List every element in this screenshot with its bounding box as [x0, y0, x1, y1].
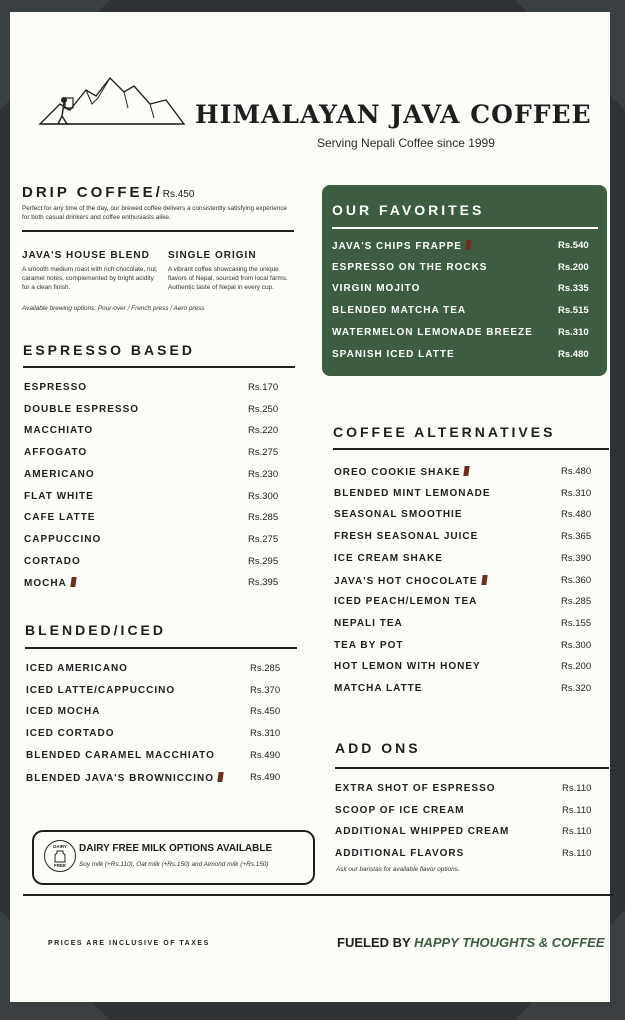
addons-item-price: Rs.110: [562, 826, 592, 838]
milk-carton-icon: [54, 850, 66, 863]
divider: [23, 366, 295, 368]
blended-item-name: [26, 706, 100, 717]
espresso-item-price: Rs.295: [248, 555, 279, 567]
divider: [333, 448, 609, 450]
blended-item-name: [26, 663, 128, 674]
blended-section-title: BLENDED/ICED: [25, 622, 167, 638]
item-label: SEASONAL SMOOTHIE: [334, 509, 463, 521]
espresso-item-price: Rs.230: [248, 468, 279, 480]
alternatives-item-name: [334, 509, 463, 520]
item-label: ICE CREAM SHAKE: [334, 552, 443, 564]
alternatives-item-name: [334, 466, 469, 478]
alternatives-item-name: [334, 553, 443, 564]
item-label: FRESH SEASONAL JUICE: [334, 531, 479, 543]
blended-item-name: [26, 772, 223, 784]
menu-page: [10, 12, 610, 1002]
alternatives-item-price: Rs.390: [561, 552, 592, 564]
alternatives-item-name: [334, 488, 491, 499]
favorites-item-price: Rs.515: [558, 305, 589, 317]
favorites-title: OUR FAVORITES: [332, 202, 485, 218]
item-label: MATCHA LATTE: [334, 683, 423, 694]
item-label: VIRGIN MOJITO: [332, 283, 421, 295]
dairy-free-box: [32, 830, 315, 885]
item-label: BLENDED JAVA'S BROWNICCINO: [26, 772, 215, 784]
item-label: TEA BY POT: [334, 639, 404, 651]
blended-item-name: [26, 750, 215, 761]
blended-item-price: Rs.450: [250, 706, 281, 718]
item-label: ICED CORTADO: [26, 728, 115, 740]
item-label: CAPPUCCINO: [24, 533, 102, 545]
item-label: ICED LATTE/CAPPUCCINO: [26, 684, 176, 696]
item-label: EXTRA SHOT OF ESPRESSO: [335, 783, 496, 794]
item-label: FLAT WHITE: [24, 490, 94, 502]
alternatives-item-price: Rs.300: [561, 639, 592, 651]
drip-coffee-title: DRIP COFFEE/: [22, 184, 163, 201]
house-blend-description: A smooth medium roast with rich chocolate, nut, caramel notes, complemented by bright acidity for a clean finish.: [22, 266, 158, 291]
espresso-item-name: [24, 556, 81, 567]
alternatives-item-price: Rs.480: [561, 509, 592, 521]
drip-coffee-heading: [22, 184, 194, 202]
espresso-item-name: [24, 512, 95, 523]
espresso-section-title: ESPRESSO BASED: [23, 342, 195, 358]
badge-bottom-text: FREE: [53, 863, 66, 868]
favorites-item-name: [332, 283, 420, 294]
brewing-options: Available brewing options: Pour-over / French press / Aero press: [22, 305, 205, 312]
espresso-item-price: Rs.285: [248, 512, 279, 524]
alternatives-section-title: COFFEE ALTERNATIVES: [333, 424, 556, 440]
espresso-item-name: [24, 469, 95, 480]
alternatives-item-price: Rs.155: [561, 617, 592, 629]
item-label: ADDITIONAL FLAVORS: [335, 848, 465, 860]
chocolate-icon: [465, 240, 471, 250]
favorites-item-name: [332, 240, 471, 252]
alternatives-item-name: [334, 531, 478, 542]
item-label: BLENDED MINT LEMONADE: [334, 487, 491, 499]
item-label: JAVA'S HOT CHOCOLATE: [334, 575, 478, 587]
item-label: ESPRESSO ON THE ROCKS: [332, 261, 488, 273]
espresso-item-name: [24, 382, 87, 393]
drip-coffee-description: Perfect for any time of the day, our brewed coffee delivers a consistently satisfying experience for both casual drinkers and coffee enthusiasts alike.: [22, 205, 288, 221]
addons-item-name: [335, 826, 509, 837]
item-label: SPANISH ICED LATTE: [332, 348, 455, 360]
slogan-part-a: FUELED BY: [337, 935, 415, 950]
favorites-item-price: Rs.200: [558, 261, 589, 273]
espresso-item-price: Rs.250: [248, 403, 279, 415]
item-label: ICED PEACH/LEMON TEA: [334, 596, 478, 608]
favorites-item-name: [332, 262, 487, 273]
house-blend-name: JAVA'S HOUSE BLEND: [22, 250, 150, 261]
espresso-item-name: [24, 491, 94, 502]
item-label: ICED MOCHA: [26, 706, 101, 718]
alternatives-item-name: [334, 640, 403, 651]
item-label: JAVA'S CHIPS FRAPPE: [332, 241, 462, 252]
item-label: OREO COOKIE SHAKE: [334, 467, 461, 478]
divider: [332, 227, 598, 229]
favorites-item-price: Rs.335: [558, 283, 589, 295]
divider: [335, 767, 609, 769]
alternatives-item-price: Rs.310: [561, 487, 592, 499]
alternatives-item-price: Rs.365: [561, 531, 592, 543]
item-label: AMERICANO: [24, 468, 95, 480]
favorites-item-name: [332, 327, 533, 338]
taxes-note: PRICES ARE INCLUSIVE OF TAXES: [48, 940, 210, 947]
favorites-item-price: Rs.540: [558, 240, 589, 251]
item-label: CORTADO: [24, 555, 81, 567]
chocolate-icon: [217, 772, 223, 782]
chocolate-icon: [464, 466, 470, 476]
chocolate-icon: [70, 577, 76, 587]
item-label: SCOOP OF ICE CREAM: [335, 804, 465, 816]
blended-item-price: Rs.490: [250, 749, 281, 761]
espresso-item-price: Rs.220: [248, 425, 279, 437]
alternatives-item-price: Rs.200: [561, 661, 592, 673]
alternatives-item-price: Rs.480: [561, 466, 592, 477]
espresso-item-price: Rs.170: [248, 382, 279, 393]
espresso-item-name: [24, 447, 87, 458]
favorites-panel: [322, 185, 607, 376]
brand-name: HIMALAYAN JAVA COFFEE: [195, 100, 592, 129]
item-label: WATERMELON LEMONADE BREEZE: [332, 326, 533, 338]
alternatives-item-name: [334, 618, 403, 629]
blended-item-price: Rs.490: [250, 771, 281, 783]
espresso-item-name: [24, 404, 139, 415]
addons-section-title: ADD ONS: [335, 740, 421, 756]
dairy-free-badge-icon: [44, 840, 76, 872]
divider: [25, 647, 297, 649]
item-label: MACCHIATO: [24, 425, 94, 437]
espresso-item-name: [24, 425, 93, 436]
blended-item-name: [26, 685, 175, 696]
blended-item-price: Rs.285: [250, 663, 281, 674]
item-label: NEPALI TEA: [334, 617, 403, 629]
blended-item-price: Rs.310: [250, 728, 281, 740]
item-label: MOCHA: [24, 578, 67, 590]
addons-item-price: Rs.110: [562, 804, 592, 816]
drip-coffee-price: Rs.450: [162, 189, 195, 200]
espresso-item-price: Rs.275: [248, 533, 279, 545]
addons-item-name: [335, 805, 465, 816]
espresso-item-name: [24, 577, 76, 589]
item-label: DOUBLE ESPRESSO: [24, 403, 140, 415]
single-origin-description: A vibrant coffee showcasing the unique flavors of Nepal, sourced from local farms. Authentic taste of Nepal in every cup.: [168, 266, 288, 291]
brand-tagline: Serving Nepali Coffee since 1999: [317, 136, 495, 150]
slogan-part-b: HAPPY THOUGHTS & COFFEE: [414, 935, 605, 950]
item-label: BLENDED MATCHA TEA: [332, 305, 467, 317]
addons-note: Ask our baristas for available flavor options.: [336, 866, 460, 873]
chocolate-icon: [481, 575, 487, 585]
dairy-free-title: DAIRY FREE MILK OPTIONS AVAILABLE: [79, 843, 273, 854]
item-label: HOT LEMON WITH HONEY: [334, 661, 481, 673]
addons-item-price: Rs.110: [562, 783, 592, 794]
espresso-item-price: Rs.275: [248, 447, 279, 459]
favorites-item-name: [332, 349, 455, 360]
divider: [22, 230, 294, 232]
favorites-item-price: Rs.310: [558, 326, 589, 338]
item-label: AFFOGATO: [24, 447, 88, 459]
dairy-free-description: Soy milk (+Rs.110), Oat milk (+Rs.150) and Almond milk (+Rs.150): [79, 861, 269, 868]
item-label: BLENDED CARAMEL MACCHIATO: [26, 749, 215, 761]
favorites-item-price: Rs.480: [558, 348, 589, 360]
alternatives-item-price: Rs.360: [561, 574, 592, 586]
mountain-porter-logo-icon: [38, 74, 186, 132]
item-label: ADDITIONAL WHIPPED CREAM: [335, 826, 510, 838]
espresso-item-price: Rs.300: [248, 490, 279, 502]
favorites-item-name: [332, 305, 466, 316]
addons-item-name: [335, 848, 464, 859]
espresso-item-name: [24, 534, 101, 545]
alternatives-item-price: Rs.285: [561, 596, 592, 608]
espresso-item-price: Rs.395: [248, 577, 279, 589]
single-origin-name: SINGLE ORIGIN: [168, 250, 257, 261]
badge-top-text: DAIRY: [53, 844, 67, 849]
blended-item-price: Rs.370: [250, 684, 281, 696]
footer-divider: [23, 894, 613, 896]
alternatives-item-name: [334, 683, 422, 694]
item-label: ESPRESSO: [24, 382, 88, 393]
addons-item-name: [335, 783, 496, 794]
blended-item-name: [26, 728, 114, 739]
addons-item-price: Rs.110: [562, 848, 592, 860]
alternatives-item-name: [334, 596, 477, 607]
item-label: CAFE LATTE: [24, 512, 96, 524]
item-label: ICED AMERICANO: [26, 663, 128, 674]
alternatives-item-name: [334, 575, 487, 587]
alternatives-item-name: [334, 661, 481, 672]
footer-slogan: [337, 935, 605, 950]
alternatives-item-price: Rs.320: [561, 683, 592, 694]
